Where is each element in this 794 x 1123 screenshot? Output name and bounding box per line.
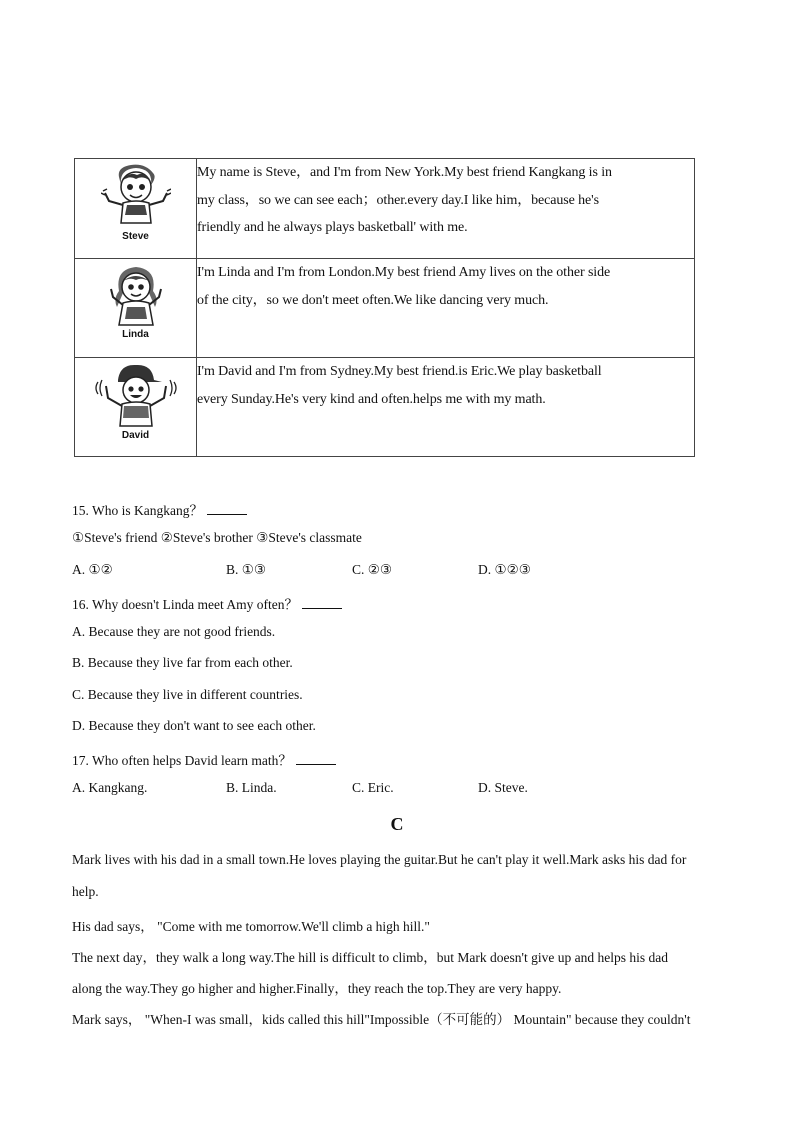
answer-blank xyxy=(302,596,342,609)
passage-line: help. xyxy=(72,884,99,899)
question-text: 15. Who is Kangkang？ xyxy=(72,503,203,518)
question-16-stem xyxy=(72,593,342,613)
text-line: every Sunday.He's very kind and often.helps me with my math. xyxy=(197,391,546,407)
option-b: B. Because they live far from each other. xyxy=(72,655,293,670)
text-line: of the city，so we don't meet often.We like dancing very much. xyxy=(197,292,549,308)
option-b: B. Linda. xyxy=(226,780,277,795)
option-c: C. Because they live in different countries. xyxy=(72,687,303,702)
person-description-david xyxy=(197,358,695,457)
passage-line: The next day，they walk a long way.The hill is difficult to climb，but Mark doesn't give up and helps his dad xyxy=(72,950,668,965)
person-cell xyxy=(75,259,197,358)
option-b: B. ①③ xyxy=(226,562,266,577)
text-line: My name is Steve，and I'm from New York.My best friend Kangkang is in xyxy=(197,165,612,180)
option-a: A. ①② xyxy=(72,562,113,577)
option-d: D. ①②③ xyxy=(478,562,531,577)
answer-blank xyxy=(207,502,247,515)
text-line: I'm David and I'm from Sydney.My best friend.is Eric.We play basketball xyxy=(197,364,602,379)
david-cartoon-icon xyxy=(88,362,184,430)
linda-cartoon-icon xyxy=(101,263,171,329)
person-description-steve xyxy=(197,159,695,259)
answer-blank xyxy=(296,752,336,765)
text-line: friendly and he always plays basketball' with me. xyxy=(197,220,468,235)
passage-line: His dad says， "Come with me tomorrow.We'll climb a high hill." xyxy=(72,919,430,934)
text-line: I'm Linda and I'm from London.My best friend Amy lives on the other side xyxy=(197,265,611,280)
option-d: D. Because they don't want to see each other. xyxy=(72,718,316,733)
table-row xyxy=(75,358,695,457)
section-heading: C xyxy=(390,814,404,834)
question-text: 16. Why doesn't Linda meet Amy often？ xyxy=(72,597,299,612)
passage-line: along the way.They go higher and higher.Finally，they reach the top.They are very happy. xyxy=(72,981,562,996)
person-name-david: David xyxy=(121,430,150,441)
option-d: D. Steve. xyxy=(478,780,528,795)
option-a: A. Because they are not good friends. xyxy=(72,624,276,639)
steve-cartoon-icon xyxy=(101,163,171,231)
passage-line: Mark says， "When-I was small，kids called this hill"Impossible（不可能的） Mountain" because they couldn't xyxy=(72,1012,691,1027)
question-17-stem xyxy=(72,749,336,769)
person-name-linda: Linda xyxy=(122,329,149,340)
question-text: 17. Who often helps David learn math？ xyxy=(72,753,292,768)
passage-line: Mark lives with his dad in a small town.He loves playing the guitar.But he can't play it well.Mark asks his dad for xyxy=(72,852,687,867)
person-cell xyxy=(75,159,197,259)
text-line: my class，so we can see each；other.every day.I like him，because he's xyxy=(197,192,599,208)
question-15-statements: ①Steve's friend ②Steve's brother ③Steve's classmate xyxy=(72,530,362,545)
table-row xyxy=(75,259,695,358)
person-description-linda xyxy=(197,259,695,358)
table-row xyxy=(75,159,695,259)
question-15-stem xyxy=(72,499,247,519)
option-c: C. ②③ xyxy=(352,562,392,577)
option-a: A. Kangkang. xyxy=(72,780,148,795)
person-name-steve: Steve xyxy=(122,231,149,242)
person-cell xyxy=(75,358,197,457)
option-c: C. Eric. xyxy=(352,780,394,795)
persons-table xyxy=(74,158,695,457)
